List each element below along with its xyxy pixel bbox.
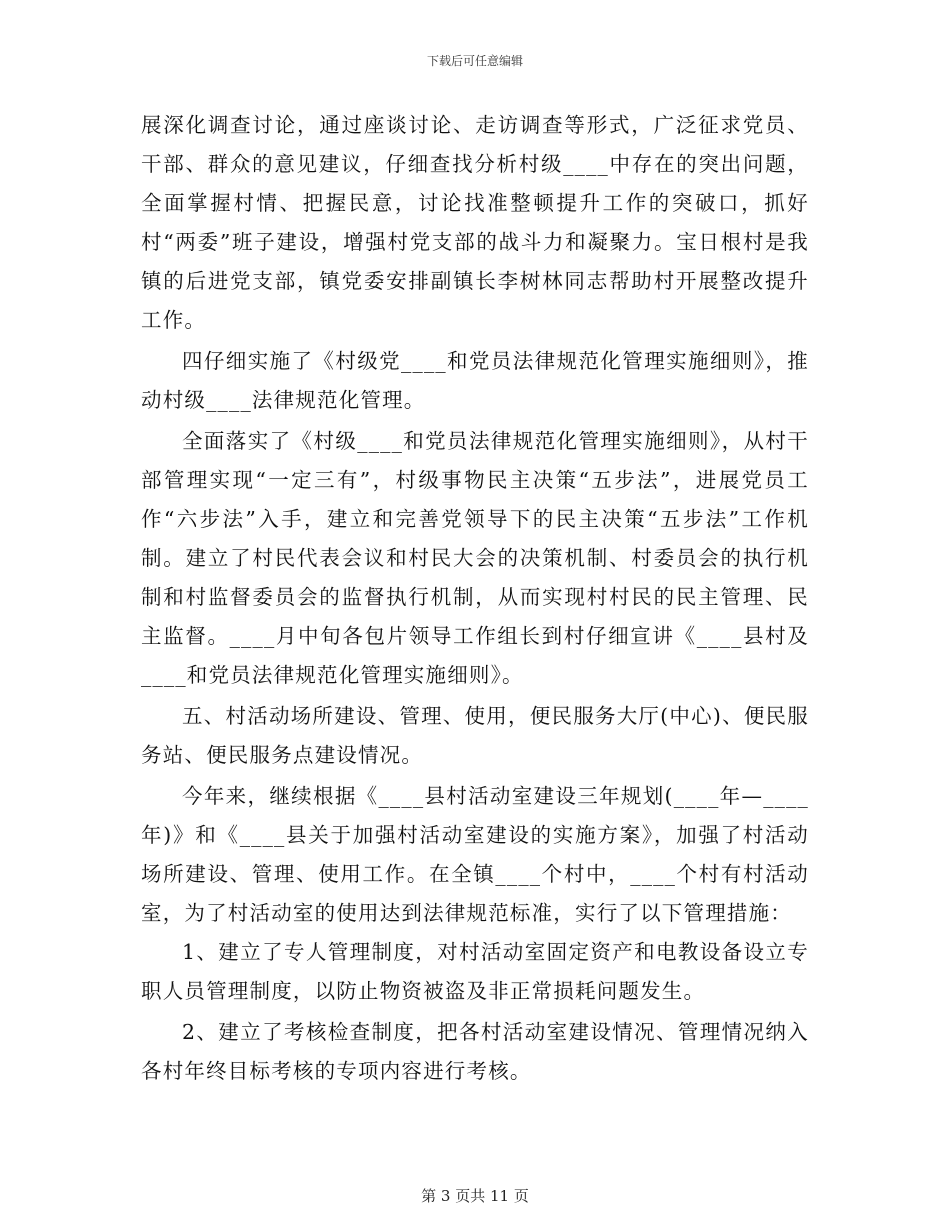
document-body bbox=[141, 106, 809, 1091]
page-number-footer: 第 3 页共 11 页 bbox=[421, 1187, 529, 1205]
paragraph-measure-2: 2、建立了考核检查制度，把各村活动室建设情况、管理情况纳入各村年终目标考核的专项内容进行考核。 bbox=[141, 1020, 809, 1083]
page-header-note: 下载后可任意编辑 bbox=[426, 54, 523, 68]
paragraph-activity-room-plan: 今年来，继续根据《____县村活动室建设三年规划(____年—____年)》和《____县关于加强村活动室建设的实施方案》，加强了村活动场所建设、管理、使用工作。在全镇____个村中，____个村有村活动室，为了村活动室的使用达到法律规范标准，实行了以下管理措施： bbox=[141, 784, 809, 925]
paragraph-continuation: 展深化调查讨论，通过座谈讨论、走访调查等形式，广泛征求党员、干部、群众的意见建议，仔细查找分析村级____中存在的突出问题，全面掌握村情、把握民意，讨论找准整顿提升工作的突破口，抓好村“两委”班子建设，增强村党支部的战斗力和凝聚力。宝日根村是我镇的后进党支部，镇党委安排副镇长李树林同志帮助村开展整改提升工作。 bbox=[141, 113, 809, 332]
paragraph-measure-1: 1、建立了专人管理制度，对村活动室固定资产和电教设备设立专职人员管理制度，以防止物资被盗及非正常损耗问题发生。 bbox=[141, 940, 809, 1003]
paragraph-section-four: 四仔细实施了《村级党____和党员法律规范化管理实施细则》，推动村级____法律规范化管理。 bbox=[141, 349, 809, 412]
paragraph-section-five-heading: 五、村活动场所建设、管理、使用，便民服务大厅(中心)、便民服务站、便民服务点建设情况。 bbox=[141, 704, 809, 767]
paragraph-implementation: 全面落实了《村级____和党员法律规范化管理实施细则》，从村干部管理实现“一定三有”，村级事物民主决策“五步法”，进展党员工作“六步法”入手，建立和完善党领导下的民主决策“五步法”工作机制。建立了村民代表会议和村民大会的决策机制、村委员会的执行机制和村监督委员会的监督执行机制，从而实现村村民的民主管理、民主监督。____月中旬各包片领导工作组长到村仔细宣讲《____县村及____和党员法律规范化管理实施细则》。 bbox=[141, 429, 809, 687]
